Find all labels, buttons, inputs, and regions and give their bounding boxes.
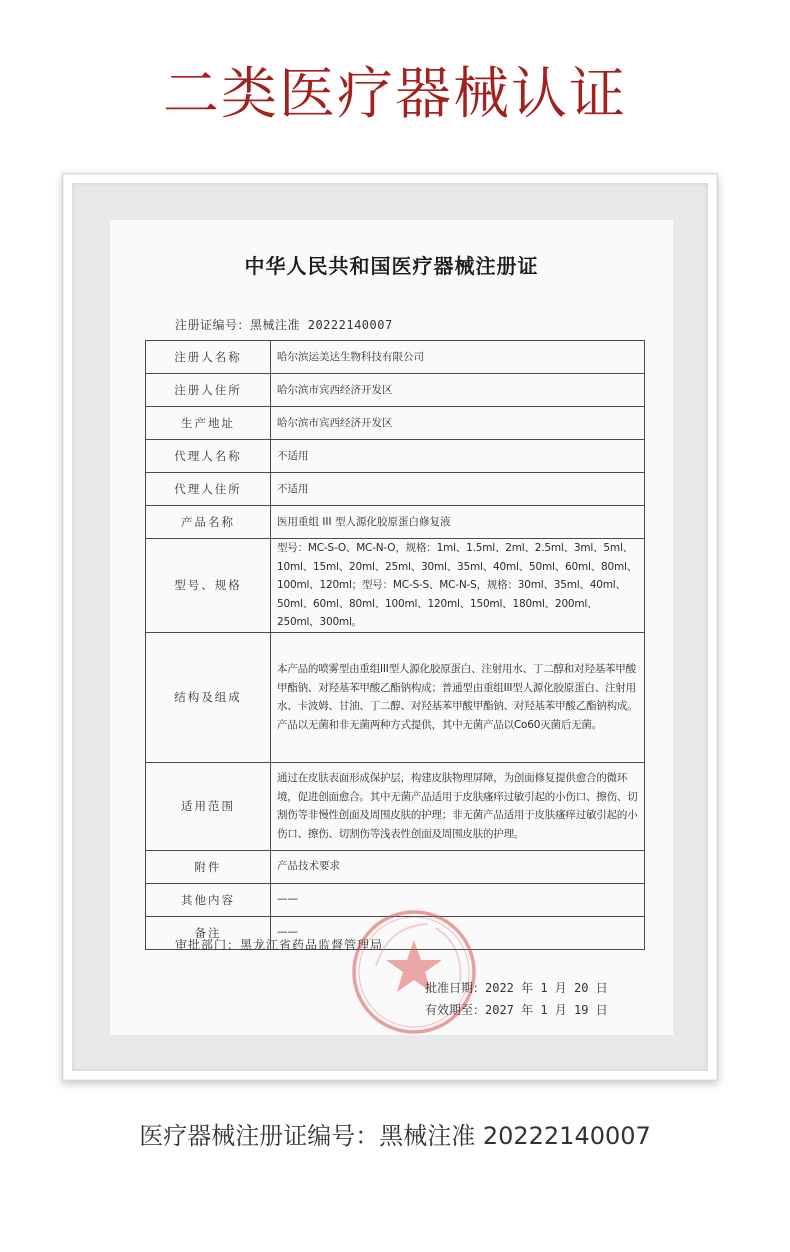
row-label: 生产地址	[146, 407, 271, 440]
table-row	[146, 506, 645, 539]
row-label: 结构及组成	[146, 632, 271, 762]
row-label: 代理人住所	[146, 473, 271, 506]
row-value: ——	[271, 883, 645, 916]
table-row	[146, 850, 645, 883]
page-headline: 二类医疗器械认证	[163, 62, 627, 127]
row-value: 不适用	[271, 473, 645, 506]
row-label: 型号、规格	[146, 539, 271, 633]
row-value: 本产品的喷雾型由重组III型人源化胶原蛋白、注射用水、丁二醇和对羟基苯甲酸甲酯钠、对羟基苯甲酸乙酯钠构成；普通型由重组III型人源化胶原蛋白、注射用水、卡波姆、甘油、丁二醇、对羟基苯甲酸甲酯钠、对羟基苯甲酸乙酯钠构成。产品以无菌和非无菌两种方式提供，其中无菌产品以Co60灭菌后无菌。	[271, 632, 645, 762]
table-row	[146, 440, 645, 473]
table-row	[146, 341, 645, 374]
row-value: 哈尔滨市宾西经济开发区	[271, 374, 645, 407]
row-label: 代理人名称	[146, 440, 271, 473]
row-label: 附件	[146, 850, 271, 883]
approval-date: 批准日期：2022 年 1 月 20 日	[425, 981, 608, 995]
row-label: 注册人名称	[146, 341, 271, 374]
row-value: 通过在皮肤表面形成保护层，构建皮肤物理屏障，为创面修复提供愈合的微环境，促进创面愈合。其中无菌产品适用于皮肤瘙痒过敏引起的小伤口、擦伤、切割伤等非慢性创面及周围皮肤的护理；非无菌产品适用于皮肤瘙痒过敏引起的小伤口、擦伤、切割伤等浅表性创面及周围皮肤的护理。	[271, 762, 645, 850]
row-label: 其他内容	[146, 883, 271, 916]
table-row	[146, 762, 645, 850]
row-label: 备注	[146, 916, 271, 949]
row-value: 医用重组 III 型人源化胶原蛋白修复液	[271, 506, 645, 539]
approval-department: 审批部门：黑龙江省药品监督管理局	[175, 938, 384, 952]
table-row	[146, 632, 645, 762]
row-label: 注册人住所	[146, 374, 271, 407]
registration-number-line: 注册证编号：黑械注准 20222140007	[175, 318, 393, 332]
certificate-title: 中华人民共和国医疗器械注册证	[244, 254, 539, 278]
row-label: 产品名称	[146, 506, 271, 539]
dates-block	[425, 977, 608, 1021]
row-value: 哈尔滨市宾西经济开发区	[271, 407, 645, 440]
row-value: 型号：MC-S-O、MC-N-O，规格：1ml、1.5ml、2ml、2.5ml、3ml、5ml、10ml、15ml、20ml、25ml、30ml、35ml、40ml、50ml、60ml、80ml、100ml、120ml；型号：MC-S-S、MC-N-S，规格：30ml、35ml、40ml、50ml、60ml、80ml、100ml、120ml、150ml、180ml、200ml、250ml、300ml。	[271, 539, 645, 633]
table-row	[146, 374, 645, 407]
registration-caption: 医疗器械注册证编号：黑械注准 20222140007	[139, 1122, 651, 1150]
row-value: 不适用	[271, 440, 645, 473]
row-value: 产品技术要求	[271, 850, 645, 883]
valid-until-date: 有效期至：2027 年 1 月 19 日	[425, 1003, 608, 1017]
seal-text-arc	[436, 928, 461, 984]
table-row	[146, 473, 645, 506]
certificate-table	[145, 340, 645, 950]
table-row	[146, 407, 645, 440]
row-value: ——	[271, 916, 645, 949]
table-row	[146, 539, 645, 633]
row-value: 哈尔滨运美达生物科技有限公司	[271, 341, 645, 374]
row-label: 适用范围	[146, 762, 271, 850]
